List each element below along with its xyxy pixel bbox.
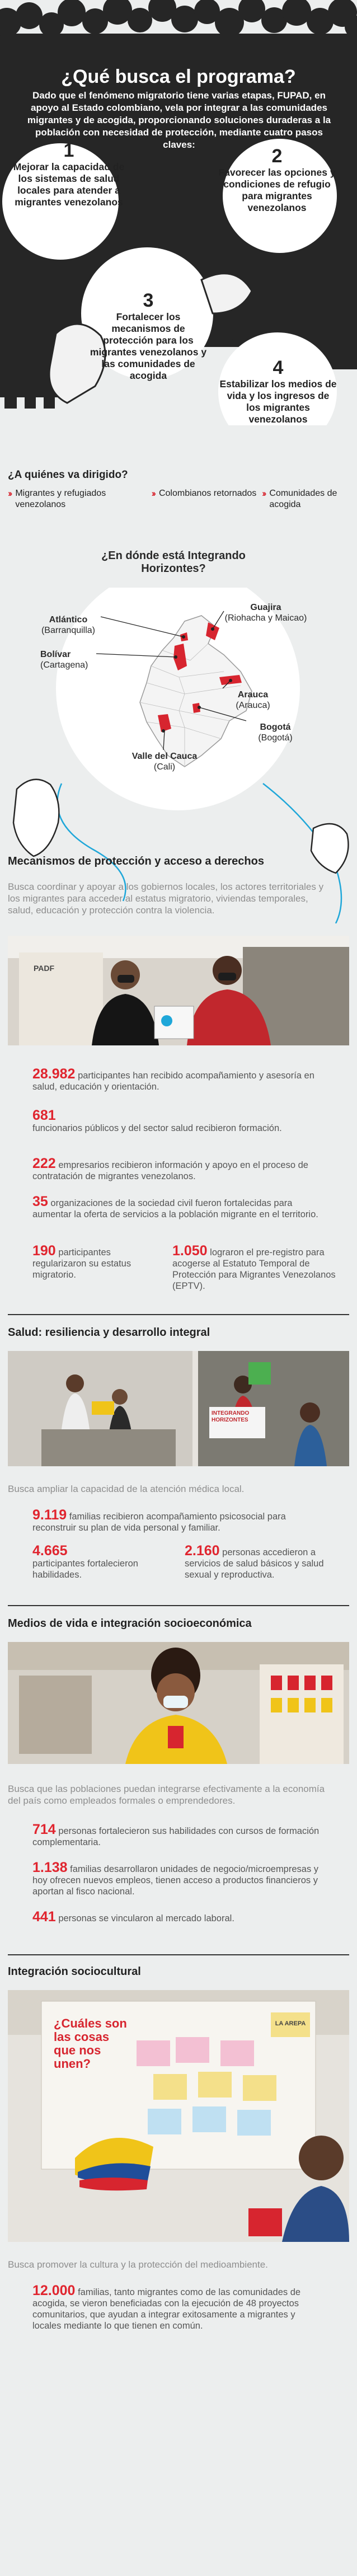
stat-number: 714	[32, 1822, 56, 1837]
stat-item	[32, 1244, 167, 1280]
stat-text: participantes fortalecieron habilidades.	[32, 1559, 138, 1580]
stat-number: 1.050	[172, 1243, 208, 1259]
step-2	[218, 147, 336, 214]
step-3	[90, 291, 207, 382]
stat-number: 681	[32, 1108, 56, 1123]
stat-number: 190	[32, 1243, 56, 1259]
photo-livelihood	[8, 1642, 349, 1764]
hand-left	[13, 780, 59, 856]
section-desc-culture: Busca promover la cultura y la protección del medioambiente.	[8, 2259, 268, 2270]
step-number: 1	[63, 140, 74, 161]
stat-number: 35	[32, 1194, 48, 1209]
city-dept: Guajira	[250, 603, 281, 612]
city-name: (Riohacha y Maicao)	[224, 613, 307, 623]
stat-number: 4.665	[32, 1543, 68, 1559]
photo-sign-integrando: INTEGRANDO HORIZONTES	[212, 1410, 250, 1423]
hero-title: ¿Qué busca el programa?	[61, 66, 296, 87]
city-dept: Atlántico	[49, 615, 88, 625]
section-divider	[8, 1605, 349, 1606]
stat-number: 222	[32, 1156, 56, 1171]
stat-text: organizaciones de la sociedad civil fueron fortalecidas para aumentar la oferta de servicios a la población migrante en el territorio.	[32, 1198, 318, 1219]
stat-item	[32, 2283, 323, 2331]
stat-number: 441	[32, 1909, 56, 1925]
stat-text: familias, tanto migrantes como de las comunidades de acogida, se vieron beneficiadas con la ejecución de 48 proyectos comunitarios, que ayudan a integrar exitosamente a migrantes y locales mediante lo que tienen en común.	[32, 2287, 301, 2331]
chevron-right-icon: ››	[151, 488, 154, 499]
city-name: (Barranquilla)	[41, 626, 96, 635]
city-name: (Arauca)	[236, 701, 270, 710]
section-title-protection: Mecanismos de protección y acceso a derechos	[8, 855, 264, 867]
stat-item	[32, 1860, 335, 1897]
city-dept: Arauca	[237, 690, 269, 700]
who-item-label: Colombianos retornados	[158, 489, 257, 498]
stat-item	[32, 1194, 323, 1220]
city-dept: Bogotá	[260, 722, 291, 732]
hand-right	[311, 824, 349, 873]
who-item-label: Migrantes y refugiados venezolanos	[15, 489, 106, 509]
step-text: Estabilizar los medios de vida y los ingresos de los migrantes venezolanos	[219, 378, 337, 425]
city-dept: Valle del Cauca	[131, 752, 198, 761]
step-number: 4	[273, 357, 284, 378]
city-name: (Cali)	[153, 762, 176, 772]
stat-text: personas se vincularon al mercado laboral.	[58, 1913, 234, 1923]
stat-item	[32, 1909, 323, 1924]
stat-text: lograron el pre-registro para acogerse al Estatuto Temporal de Protección para Migrantes Venezolanos (EPTV).	[172, 1247, 336, 1291]
who-item	[262, 488, 350, 510]
section-divider	[8, 1954, 349, 1955]
section-divider	[8, 1314, 349, 1315]
who-item	[8, 488, 152, 510]
map-title: ¿En dónde está Integrando Horizontes?	[101, 550, 246, 575]
stat-item	[185, 1543, 347, 1580]
section-title-livelihood: Medios de vida e integración socioeconómica	[8, 1617, 252, 1630]
stat-text: familias desarrollaron unidades de negocio/microempresas y hoy ofrecen nuevos empleos, tienen acceso a productos financieros y aportan al fisco nacional.	[32, 1864, 319, 1897]
stat-number: 1.138	[32, 1860, 68, 1875]
step-number: 3	[143, 290, 154, 311]
who-item	[152, 488, 262, 510]
photo-sign-padf: PADF	[34, 964, 55, 973]
stat-text: participantes regularizaron su estatus migratorio.	[32, 1247, 131, 1280]
stat-item	[32, 1108, 323, 1134]
stat-text: funcionarios públicos y del sector salud recibieron formación.	[32, 1123, 282, 1133]
stat-item	[32, 1067, 323, 1092]
stat-text: empresarios recibieron información y apoyo en el proceso de contratación de migrantes venezolanos.	[32, 1160, 308, 1181]
section-title-health: Salud: resiliencia y desarrollo integral	[8, 1326, 210, 1339]
stat-item	[32, 1508, 329, 1533]
board-question: ¿Cuáles son las cosas que nos unen?	[54, 2016, 127, 2071]
section-desc-livelihood: Busca que las poblaciones puedan integrarse efectivamente a la economía del país como empleados formales o emprendedores.	[8, 1784, 325, 1806]
stat-number: 28.982	[32, 1066, 76, 1082]
chevron-right-icon: ››	[8, 488, 11, 499]
stat-text: familias recibieron acompañamiento psicosocial para reconstruir su plan de vida personal y familiar.	[32, 1512, 286, 1533]
city-label-bogota	[242, 722, 309, 743]
section-title-culture: Integración sociocultural	[8, 1965, 141, 1978]
board-sticky-text: LA AREPA	[275, 2020, 306, 2027]
step-number: 2	[271, 146, 283, 167]
stat-number: 2.160	[185, 1543, 220, 1559]
step-1	[10, 141, 128, 208]
city-label-guajira	[224, 602, 308, 623]
section-desc-protection: Busca coordinar y apoyar a los gobiernos locales, los actores territoriales y los migrantes para acceder al estatus migratorio, viviendas temporales, salud, educación y protección contra la violencia.	[8, 881, 324, 916]
section-desc-health: Busca ampliar la capacidad de la atención médica local.	[8, 1484, 245, 1494]
stat-number: 9.119	[32, 1507, 67, 1523]
stat-item	[172, 1244, 340, 1292]
step-4	[219, 358, 337, 425]
photo-culture	[8, 1990, 349, 2242]
photo-protection	[8, 936, 349, 1045]
city-name: (Bogotá)	[258, 733, 293, 743]
who-list	[8, 488, 350, 510]
city-label-valle	[120, 751, 209, 772]
stat-text: personas fortalecieron sus habilidades con cursos de formación complementaria.	[32, 1826, 320, 1847]
city-label-bolivar	[40, 649, 107, 670]
chevron-right-icon: ››	[262, 488, 265, 499]
stat-text: participantes han recibido acompañamiento y asesoría en salud, educación y orientación.	[32, 1071, 314, 1092]
city-dept: Bolívar	[40, 650, 71, 659]
city-label-atlantico	[29, 614, 107, 636]
hero-section	[0, 0, 357, 425]
stat-text: personas accedieron a servicios de salud básicos y salud sexual y reproductiva.	[185, 1547, 324, 1580]
step-text: Fortalecer los mecanismos de protección para los migrantes venezolanos y las comunidades de acogida	[90, 311, 207, 381]
photo-health	[8, 1351, 349, 1466]
city-label-arauca	[219, 689, 286, 711]
stat-number: 12.000	[32, 2283, 76, 2298]
stat-item	[32, 1543, 156, 1580]
hero-intro: Dado que el fenómeno migratorio tiene varias etapas, FUPAD, en apoyo al Estado colombiano, vela por integrar a las comunidades migrantes y de acogida, proporcionando soluciones duraderas a la población con necesidad de protección, mediante cuatro pasos claves:	[27, 90, 331, 150]
stat-item	[32, 1156, 323, 1182]
who-item-label: Comunidades de acogida	[269, 489, 337, 509]
step-text: Mejorar la capacidad de los sistemas de salud locales para atender a migrantes venezolanos	[13, 161, 125, 208]
stat-item	[32, 1822, 323, 1848]
step-text: Favorecer las opciones y condiciones de refugio para migrantes venezolanos	[218, 167, 336, 213]
city-name: (Cartagena)	[40, 660, 88, 670]
who-title: ¿A quiénes va dirigido?	[8, 469, 128, 481]
